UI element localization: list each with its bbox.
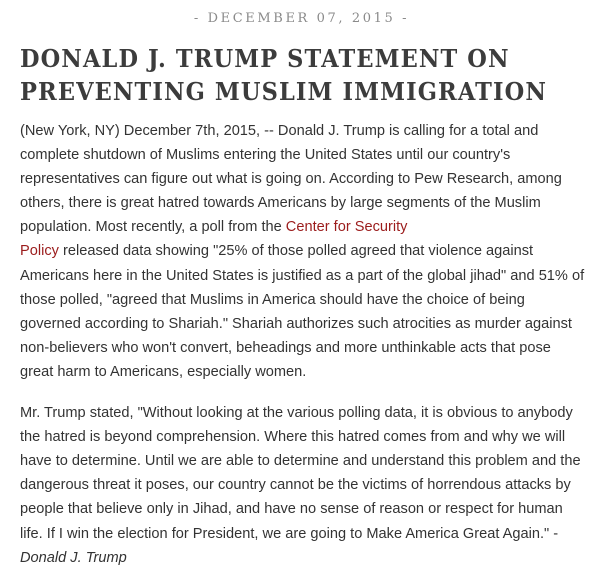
title-line-2: PREVENTING MUSLIM IMMIGRATION — [20, 78, 548, 107]
paragraph-1-text-after-link: released data showing "25% of those polled agreed that violence against Americans here in the United States is justified as a part of the global jihad" and 51% of those polled, "agreed that Muslims in America should have the choice of being governed according to Shariah." Shariah authorizes such atrocities as murder against non-believers who won't convert, beheadings and more unthinkable acts that pose great harm to Americans, especially women. — [20, 243, 585, 380]
paragraph-2 — [20, 401, 588, 570]
link-line-2: Policy — [20, 243, 59, 260]
paragraph-1 — [20, 119, 588, 384]
article-title — [20, 43, 588, 110]
quote-author: Donald J. Trump — [20, 549, 127, 566]
title-line-1: DONALD J. TRUMP STATEMENT ON — [20, 45, 510, 74]
link-line-1: Center for Security — [285, 219, 408, 236]
paragraph-1-text-before-link: (New York, NY) December 7th, 2015, -- Donald J. Trump is calling for a total and complete shutdown of Muslims entering the United States until our country's representatives can figure out what is going on. According to Pew Research, among others, there is great hatred towards Americans by large segments of the Muslim population. Most recently, a poll from the — [20, 123, 562, 236]
article — [20, 0, 588, 570]
article-date: - DECEMBER 07, 2015 - — [193, 11, 410, 26]
paragraph-2-text: Mr. Trump stated, "Without looking at the various polling data, it is obvious to anybody the hatred is beyond comprehension. Where this hatred comes from and why we will have to determine. Until we are able to determine and understand this problem and the dangerous threat it poses, our country cannot be the victims of horrendous attacks by people that believe only in Jihad, and have no sense of reason or respect for human life. If I win the election for President, we are going to Make America Great Again." - — [20, 405, 581, 542]
